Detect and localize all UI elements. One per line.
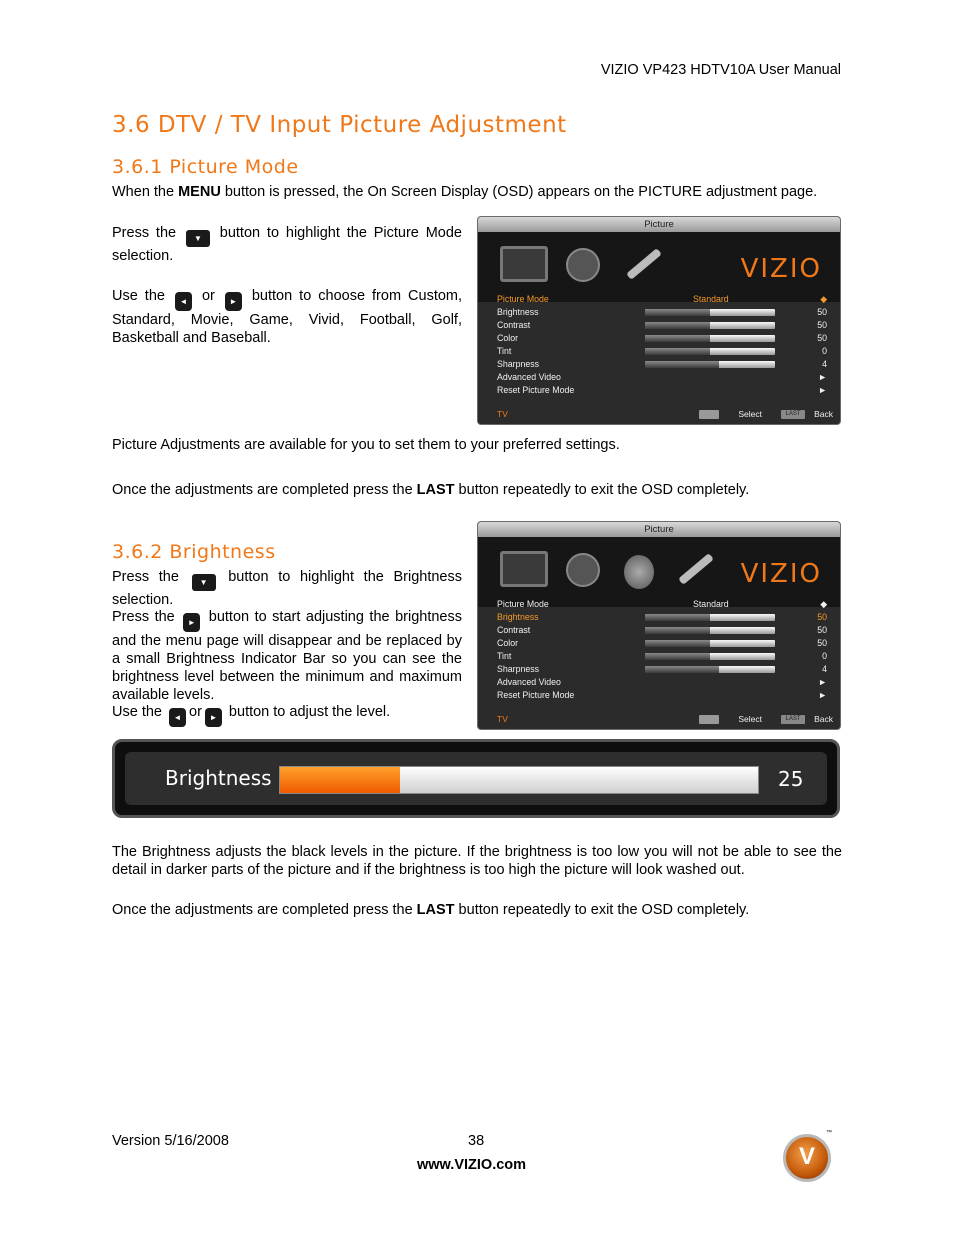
- osd-icon-strip: [478, 232, 841, 302]
- paragraph-brightness-description: The Brightness adjusts the black levels in the picture. If the brightness is too low you will not be able to see the detail in darker parts of the picture and if the brightness is too high the picture will look washed out.: [112, 844, 842, 878]
- right-button-icon: ►: [205, 708, 222, 727]
- paragraph-highlight-brightness: Press the ▼ button to highlight the Brightness selection.: [112, 569, 462, 608]
- wrench-icon: [678, 553, 714, 585]
- network-icon: [624, 555, 654, 589]
- footer-page-number: 38: [468, 1133, 485, 1149]
- osd-title: Picture: [478, 217, 840, 232]
- osd-footer: TV Select LAST Back: [497, 409, 833, 419]
- last-key-icon: LAST: [781, 715, 805, 724]
- left-button-icon: ◄: [175, 292, 192, 311]
- osd-row-color[interactable]: Color 50: [497, 333, 827, 343]
- osd-row-brightness[interactable]: Brightness 50: [497, 612, 827, 622]
- wrench-icon: [626, 248, 662, 280]
- brightness-indicator-label: Brightness: [165, 766, 272, 790]
- brightness-indicator-value: 25: [778, 767, 804, 791]
- paragraph-exit-osd-2: Once the adjustments are completed press the LAST button repeatedly to exit the OSD completely.: [112, 902, 750, 918]
- osd-footer: TV Select LAST Back: [497, 714, 833, 724]
- audio-icon: [566, 248, 600, 282]
- vizio-osd-logo: VIZIO: [740, 559, 822, 589]
- osd-title: Picture: [478, 522, 840, 537]
- section-title: 3.6 DTV / TV Input Picture Adjustment: [112, 112, 567, 138]
- tv-icon: [500, 246, 548, 282]
- osd-row-sharpness[interactable]: Sharpness 4: [497, 359, 827, 369]
- osd-picture-menu-1: [477, 216, 841, 425]
- paragraph-adjust-level: Use the ◄ or ► button to adjust the level.: [112, 703, 462, 727]
- right-button-icon: ►: [183, 613, 200, 632]
- subsection-title-picture-mode: 3.6.1 Picture Mode: [112, 156, 299, 178]
- osd-menu-list: [497, 293, 827, 397]
- vizio-osd-logo: VIZIO: [740, 254, 822, 284]
- arrow-keys-icon: [699, 410, 719, 419]
- arrow-keys-icon: [699, 715, 719, 724]
- last-key-icon: LAST: [781, 410, 805, 419]
- paragraph-highlight-picture-mode: Press the ▼ button to highlight the Picture Mode selection.: [112, 225, 462, 264]
- vizio-logo: V: [783, 1134, 831, 1182]
- osd-row-sharpness[interactable]: Sharpness 4: [497, 664, 827, 674]
- trademark-mark: ™: [826, 1130, 832, 1136]
- osd-row-picture-mode[interactable]: Picture Mode Standard ◆: [497, 599, 827, 609]
- osd-icon-strip: [478, 537, 841, 607]
- tv-icon: [500, 551, 548, 587]
- paragraph-menu: When the MENU button is pressed, the On Screen Display (OSD) appears on the PICTURE adjustment page.: [112, 184, 818, 200]
- brightness-indicator-fill: [280, 767, 400, 793]
- paragraph-exit-osd-1: Once the adjustments are completed press the LAST button repeatedly to exit the OSD completely.: [112, 482, 750, 498]
- osd-row-picture-mode[interactable]: Picture Mode Standard ◆: [497, 294, 827, 304]
- paragraph-adjustments: Picture Adjustments are available for you to set them to your preferred settings.: [112, 437, 620, 453]
- brightness-indicator-bar: [112, 739, 840, 818]
- osd-row-tint[interactable]: Tint 0: [497, 651, 827, 661]
- paragraph-start-adjusting: Press the ► button to start adjusting the brightness and the menu page will disappear and be replaced by a small Brightness Indicator Bar so you can see the brightness level between the minimum and maximum available levels.: [112, 609, 462, 703]
- osd-row-advanced-video[interactable]: Advanced Video ►: [497, 372, 827, 382]
- osd-picture-menu-2: [477, 521, 841, 730]
- manual-title: VIZIO VP423 HDTV10A User Manual: [600, 62, 841, 78]
- left-button-icon: ◄: [169, 708, 186, 727]
- osd-row-reset-picture-mode[interactable]: Reset Picture Mode ►: [497, 385, 827, 395]
- down-button-icon: ▼: [186, 230, 210, 247]
- audio-icon: [566, 553, 600, 587]
- footer-url[interactable]: www.VIZIO.com: [417, 1157, 527, 1173]
- paragraph-choose-mode: Use the ◄ or ► button to choose from Custom, Standard, Movie, Game, Vivid, Football, Golf, Basketball and Baseball.: [112, 288, 463, 346]
- osd-menu-list: [497, 598, 827, 702]
- osd-row-advanced-video[interactable]: Advanced Video ►: [497, 677, 827, 687]
- osd-row-contrast[interactable]: Contrast 50: [497, 320, 827, 330]
- osd-row-reset-picture-mode[interactable]: Reset Picture Mode ►: [497, 690, 827, 700]
- down-button-icon: ▼: [192, 574, 216, 591]
- osd-row-contrast[interactable]: Contrast 50: [497, 625, 827, 635]
- footer-version: Version 5/16/2008: [112, 1133, 229, 1149]
- subsection-title-brightness: 3.6.2 Brightness: [112, 541, 276, 563]
- brightness-indicator-track[interactable]: [279, 766, 759, 794]
- right-button-icon: ►: [225, 292, 242, 311]
- osd-row-color[interactable]: Color 50: [497, 638, 827, 648]
- osd-row-brightness[interactable]: Brightness 50: [497, 307, 827, 317]
- osd-row-tint[interactable]: Tint 0: [497, 346, 827, 356]
